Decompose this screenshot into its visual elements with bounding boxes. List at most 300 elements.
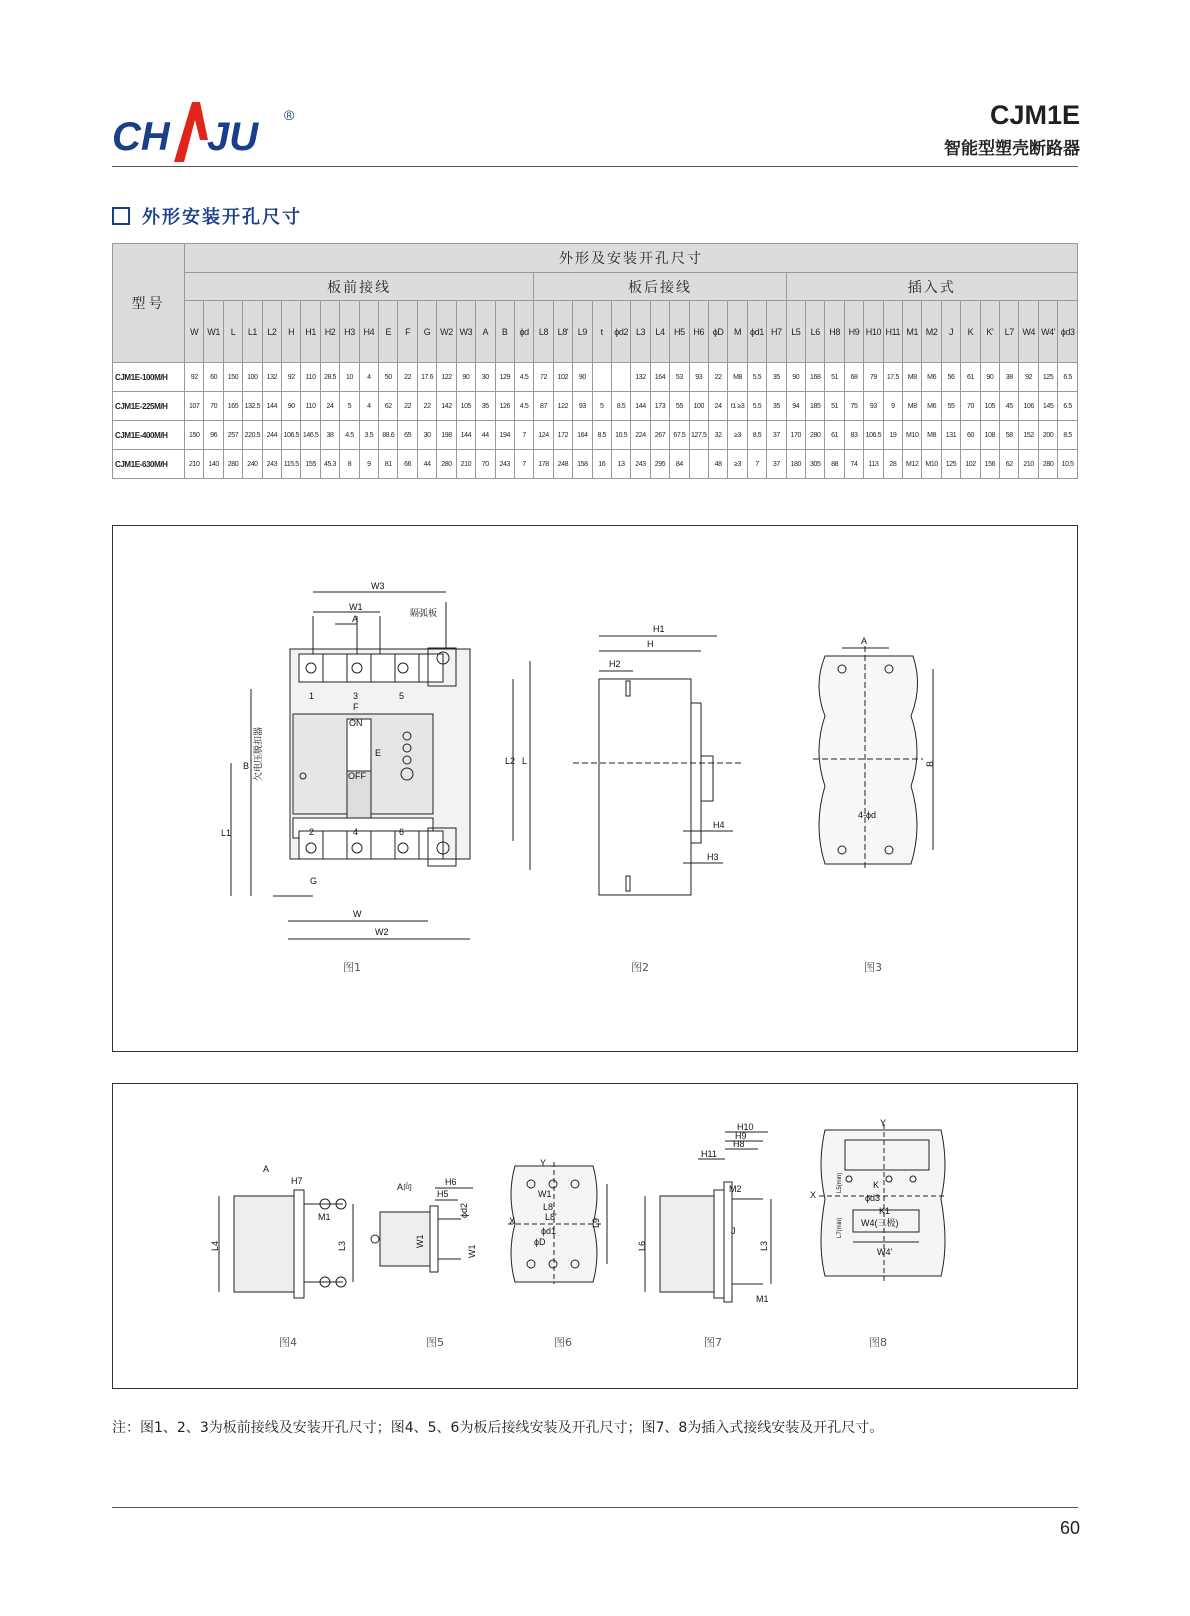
- value-cell: 106.5: [864, 421, 883, 450]
- value-cell: 24: [320, 392, 339, 421]
- value-cell: 144: [456, 421, 475, 450]
- fig1-label-arc: 隔弧板: [410, 608, 438, 618]
- value-cell: 19: [883, 421, 902, 450]
- value-cell: 224: [631, 421, 650, 450]
- fig1-label-a: A: [352, 614, 359, 624]
- param-header: E: [379, 301, 398, 363]
- value-cell: 55: [941, 392, 960, 421]
- fig4-label-l4: L4: [210, 1240, 220, 1251]
- value-cell: 178: [534, 450, 553, 479]
- value-cell: 70: [476, 450, 495, 479]
- value-cell: 110: [301, 392, 320, 421]
- param-header: H4: [359, 301, 378, 363]
- param-header: L9: [573, 301, 592, 363]
- param-header: H11: [883, 301, 902, 363]
- value-cell: 9: [883, 392, 902, 421]
- value-cell: 7: [514, 421, 533, 450]
- value-cell: 180: [786, 450, 805, 479]
- value-cell: 74: [844, 450, 863, 479]
- fig7-label-l3: L3: [759, 1240, 769, 1251]
- param-header: J: [941, 301, 960, 363]
- model-title: CJM1E: [989, 100, 1080, 130]
- value-cell: 37: [767, 421, 786, 450]
- value-cell: 129: [495, 363, 514, 392]
- figure-6-caption: 图6: [554, 1336, 572, 1349]
- fig1-label-t1: 1: [309, 691, 315, 701]
- model-subtitle: 智能型塑壳断路器: [944, 139, 1080, 159]
- param-header: G: [417, 301, 436, 363]
- fig2-label-h2: H2: [609, 659, 621, 669]
- value-cell: 4: [359, 363, 378, 392]
- model-cell: CJM1E-225M/H: [113, 392, 185, 421]
- param-header: W: [185, 301, 204, 363]
- fig5-label-h6: H6: [445, 1177, 457, 1187]
- fig8-label-w4b: W4': [877, 1247, 893, 1257]
- value-cell: 122: [553, 392, 572, 421]
- value-cell: 67.5: [670, 421, 689, 450]
- value-cell: 93: [864, 392, 883, 421]
- model-cell: CJM1E-400M/H: [113, 421, 185, 450]
- fig1-label-t5: 5: [399, 691, 405, 701]
- value-cell: 62: [1000, 450, 1019, 479]
- value-cell: 32: [708, 421, 727, 450]
- value-cell: 105: [456, 392, 475, 421]
- value-cell: 4.5: [340, 421, 359, 450]
- value-cell: 280: [437, 450, 456, 479]
- fig1-label-uv: 欠电压脱扣器: [253, 726, 263, 781]
- value-cell: 96: [204, 421, 223, 450]
- value-cell: 45.3: [320, 450, 339, 479]
- value-cell: 37: [767, 450, 786, 479]
- fig1-label-e: E: [375, 748, 382, 758]
- value-cell: 100: [243, 363, 262, 392]
- figure-7-caption: 图7: [704, 1336, 722, 1349]
- value-cell: 51: [825, 392, 844, 421]
- value-cell: 127.5: [689, 421, 708, 450]
- param-header: L4: [650, 301, 669, 363]
- value-cell: 94: [786, 392, 805, 421]
- fig1-label-t2: 2: [309, 827, 315, 837]
- param-header: t: [592, 301, 611, 363]
- value-cell: 44: [476, 421, 495, 450]
- value-cell: M8: [728, 363, 747, 392]
- value-cell: 110: [301, 363, 320, 392]
- value-cell: 81: [379, 450, 398, 479]
- value-cell: [689, 450, 708, 479]
- value-cell: 140: [204, 450, 223, 479]
- value-cell: 106: [1019, 392, 1038, 421]
- fig8-label-y: Y: [880, 1118, 887, 1128]
- fig5-label-h5: H5: [437, 1189, 449, 1199]
- registered-mark: ®: [284, 107, 295, 123]
- value-cell: 280: [1038, 450, 1057, 479]
- fig1-label-t3: 3: [353, 691, 359, 701]
- value-cell: 84: [670, 450, 689, 479]
- value-cell: 56: [941, 363, 960, 392]
- value-cell: 70: [204, 392, 223, 421]
- value-cell: M10: [922, 450, 941, 479]
- value-cell: 5.5: [747, 363, 766, 392]
- value-cell: M6: [922, 392, 941, 421]
- fig6-label-l8b: L8': [545, 1212, 557, 1222]
- value-cell: 62: [379, 392, 398, 421]
- value-cell: 35: [767, 363, 786, 392]
- value-cell: 92: [1019, 363, 1038, 392]
- param-header: W4: [1019, 301, 1038, 363]
- value-cell: 9: [359, 450, 378, 479]
- fig7-label-h11: H11: [701, 1149, 717, 1159]
- value-cell: 210: [1019, 450, 1038, 479]
- dimension-table: [112, 243, 1078, 479]
- value-cell: 150: [185, 421, 204, 450]
- param-header: L5: [786, 301, 805, 363]
- param-header: K: [961, 301, 980, 363]
- value-cell: 17.5: [883, 363, 902, 392]
- value-cell: 90: [282, 392, 301, 421]
- logo-a-mark: [174, 102, 208, 162]
- value-cell: 22: [398, 392, 417, 421]
- value-cell: 58: [1000, 421, 1019, 450]
- param-header: L7: [1000, 301, 1019, 363]
- value-cell: 164: [573, 421, 592, 450]
- table-row: [113, 421, 1078, 450]
- value-cell: 106.5: [282, 421, 301, 450]
- value-cell: 243: [262, 450, 281, 479]
- value-cell: 170: [786, 421, 805, 450]
- value-cell: 244: [262, 421, 281, 450]
- value-cell: 125: [1038, 363, 1057, 392]
- value-cell: 13: [611, 450, 630, 479]
- fig1-label-off: OFF: [348, 771, 366, 781]
- value-cell: 88: [825, 450, 844, 479]
- value-cell: 28.5: [320, 363, 339, 392]
- value-cell: 280: [223, 450, 242, 479]
- value-cell: 105: [980, 392, 999, 421]
- param-header: M: [728, 301, 747, 363]
- fig1-label-b: B: [243, 761, 250, 771]
- value-cell: 50: [379, 363, 398, 392]
- value-cell: 210: [185, 450, 204, 479]
- fig1-label-t4: 4: [353, 827, 359, 837]
- value-cell: 4.5: [514, 392, 533, 421]
- param-header: H: [282, 301, 301, 363]
- svg-text:JU: JU: [207, 115, 259, 159]
- value-cell: 142: [437, 392, 456, 421]
- value-cell: 92: [185, 363, 204, 392]
- fig7-label-m2: M2: [729, 1184, 742, 1194]
- value-cell: 92: [282, 363, 301, 392]
- value-cell: 5.5: [747, 392, 766, 421]
- fig2-label-h4: H4: [713, 820, 725, 830]
- square-bullet-icon: [112, 207, 130, 225]
- fig2-label-h3: H3: [707, 852, 719, 862]
- value-cell: 8.5: [1058, 421, 1078, 450]
- value-cell: 22: [417, 392, 436, 421]
- value-cell: 44: [417, 450, 436, 479]
- table-row: [113, 450, 1078, 479]
- value-cell: 156: [980, 450, 999, 479]
- value-cell: 152: [1019, 421, 1038, 450]
- value-cell: 102: [553, 363, 572, 392]
- value-cell: 108: [980, 421, 999, 450]
- fig7-label-h8: H8: [733, 1139, 745, 1149]
- figure-3-drawing: [813, 646, 933, 871]
- value-cell: 66: [398, 450, 417, 479]
- fig5-label-w1: W1: [415, 1234, 425, 1248]
- fig7-label-j: J: [731, 1226, 736, 1236]
- param-header: L1: [243, 301, 262, 363]
- value-cell: 68: [844, 363, 863, 392]
- value-cell: 51: [825, 363, 844, 392]
- value-cell: 90: [786, 363, 805, 392]
- param-header: ϕd1: [747, 301, 766, 363]
- param-header: H7: [767, 301, 786, 363]
- value-cell: 243: [631, 450, 650, 479]
- value-cell: 200: [1038, 421, 1057, 450]
- value-cell: 198: [437, 421, 456, 450]
- group-header-plugin: 插入式: [786, 273, 1077, 301]
- value-cell: 125: [941, 450, 960, 479]
- value-cell: 5: [340, 392, 359, 421]
- figure-panel-rear-plugin: [112, 1083, 1078, 1389]
- model-cell: CJM1E-630M/H: [113, 450, 185, 479]
- param-header: L2: [262, 301, 281, 363]
- fig7-label-l6: L6: [637, 1240, 647, 1251]
- value-cell: 35: [767, 392, 786, 421]
- value-cell: 10.5: [611, 421, 630, 450]
- value-cell: 4: [359, 392, 378, 421]
- value-cell: 267: [650, 421, 669, 450]
- value-cell: 185: [806, 392, 825, 421]
- value-cell: 132.5: [243, 392, 262, 421]
- fig8-label-w4: W4(三极): [861, 1218, 899, 1228]
- value-cell: 295: [650, 450, 669, 479]
- value-cell: 210: [456, 450, 475, 479]
- value-cell: 107: [185, 392, 204, 421]
- value-cell: 53: [670, 363, 689, 392]
- value-cell: 113: [864, 450, 883, 479]
- fig3-label-d: 4-ϕd: [858, 810, 877, 820]
- value-cell: 60: [961, 421, 980, 450]
- figure-4-drawing: [219, 1190, 353, 1298]
- fig5-label-view: A向: [397, 1182, 413, 1192]
- value-cell: 93: [689, 363, 708, 392]
- value-cell: 158: [573, 450, 592, 479]
- fig1-label-l2: L2: [505, 756, 516, 766]
- value-cell: M6: [922, 363, 941, 392]
- value-cell: M8: [903, 392, 922, 421]
- value-cell: 48: [708, 450, 727, 479]
- fig5-label-d2: ϕd2: [459, 1202, 469, 1218]
- value-cell: 90: [573, 363, 592, 392]
- figure-2-caption: 图2: [631, 961, 649, 974]
- value-cell: 8.5: [611, 392, 630, 421]
- param-header: H1: [301, 301, 320, 363]
- value-cell: 72: [534, 363, 553, 392]
- value-cell: 38: [1000, 363, 1019, 392]
- value-cell: 173: [650, 392, 669, 421]
- value-cell: 8: [340, 450, 359, 479]
- logo-text: CH: [112, 115, 170, 159]
- value-cell: M8: [922, 421, 941, 450]
- value-cell: 102: [961, 450, 980, 479]
- fig8-label-l7: L7(min): [837, 1217, 843, 1238]
- value-cell: 93: [573, 392, 592, 421]
- value-cell: 45: [1000, 392, 1019, 421]
- value-cell: 6.5: [1058, 363, 1078, 392]
- param-header: K': [980, 301, 999, 363]
- fig3-label-b: B: [925, 760, 935, 767]
- figure-panel-front: [112, 525, 1078, 1052]
- fig1-label-on: ON: [349, 718, 363, 728]
- figure-1-drawing: [231, 592, 530, 939]
- value-cell: 5: [592, 392, 611, 421]
- figure-4-caption: 图4: [279, 1336, 297, 1349]
- param-header: L8: [534, 301, 553, 363]
- value-cell: 79: [864, 363, 883, 392]
- param-header: H10: [864, 301, 883, 363]
- fig6-label-x: X: [509, 1216, 516, 1226]
- figure-3-caption: 图3: [864, 961, 882, 974]
- fig6-label-dd: ϕD: [534, 1237, 546, 1247]
- section-heading: [112, 203, 302, 229]
- value-cell: 132: [262, 363, 281, 392]
- param-header: H9: [844, 301, 863, 363]
- param-header: ϕd: [514, 301, 533, 363]
- fig6-label-w1: W1: [538, 1189, 552, 1199]
- value-cell: 90: [980, 363, 999, 392]
- fig1-label-w: W: [353, 909, 362, 919]
- fig1-label-f: F: [353, 702, 359, 712]
- param-header: ϕd2: [611, 301, 630, 363]
- fig1-label-t6: 6: [399, 827, 405, 837]
- group-header-front: 板前接线: [185, 273, 534, 301]
- value-cell: 90: [456, 363, 475, 392]
- value-cell: 22: [398, 363, 417, 392]
- page-number: 60: [1059, 1518, 1080, 1538]
- param-header: H5: [670, 301, 689, 363]
- value-cell: 17.6: [417, 363, 436, 392]
- fig4-label-h7: H7: [291, 1176, 303, 1186]
- model-header: 型号: [113, 244, 185, 363]
- value-cell: 55: [670, 392, 689, 421]
- value-cell: 115.5: [282, 450, 301, 479]
- value-cell: 280: [806, 421, 825, 450]
- value-cell: 61: [961, 363, 980, 392]
- fig8-label-l5: L5(min): [837, 1172, 843, 1193]
- value-cell: 16: [592, 450, 611, 479]
- fig5-label-wt: W1: [467, 1244, 477, 1258]
- fig1-label-w1: W1: [349, 602, 363, 612]
- param-header: B: [495, 301, 514, 363]
- value-cell: [592, 363, 611, 392]
- fig4-label-a: A: [263, 1164, 270, 1174]
- param-header: W2: [437, 301, 456, 363]
- value-cell: ≥3: [728, 450, 747, 479]
- value-cell: M10: [903, 421, 922, 450]
- value-cell: 87: [534, 392, 553, 421]
- value-cell: 132: [631, 363, 650, 392]
- value-cell: M8: [903, 363, 922, 392]
- param-header: H3: [340, 301, 359, 363]
- value-cell: 155: [301, 450, 320, 479]
- value-cell: 38: [320, 421, 339, 450]
- value-cell: 305: [806, 450, 825, 479]
- fig7-label-h10: H10: [737, 1122, 754, 1132]
- value-cell: ≥3: [728, 421, 747, 450]
- value-cell: 124: [534, 421, 553, 450]
- fig6-label-d1: ϕd1: [541, 1226, 557, 1236]
- value-cell: 65: [398, 421, 417, 450]
- param-header: W4': [1038, 301, 1057, 363]
- value-cell: 6.5: [1058, 392, 1078, 421]
- value-cell: 22: [708, 363, 727, 392]
- value-cell: 248: [553, 450, 572, 479]
- fig3-label-a: A: [861, 636, 868, 646]
- value-cell: 150: [223, 363, 242, 392]
- param-header: H6: [689, 301, 708, 363]
- value-cell: 220.5: [243, 421, 262, 450]
- table-row: [113, 363, 1078, 392]
- value-cell: 122: [437, 363, 456, 392]
- param-header: L8': [553, 301, 572, 363]
- footer-divider: [112, 1507, 1078, 1508]
- header-divider: [112, 166, 1078, 167]
- value-cell: 60: [204, 363, 223, 392]
- fig1-label-l: L: [522, 756, 528, 766]
- fig8-label-k1: K1: [879, 1206, 891, 1216]
- group-header-rear: 板后接线: [534, 273, 786, 301]
- table-top-header: 外形及安装开孔尺寸: [185, 244, 1078, 273]
- model-cell: CJM1E-100M/H: [113, 363, 185, 392]
- param-header: M1: [903, 301, 922, 363]
- value-cell: 24: [708, 392, 727, 421]
- value-cell: 164: [650, 363, 669, 392]
- value-cell: 7: [747, 450, 766, 479]
- figure-5-caption: 图5: [426, 1336, 444, 1349]
- value-cell: 100: [689, 392, 708, 421]
- value-cell: 243: [495, 450, 514, 479]
- value-cell: 144: [262, 392, 281, 421]
- param-header: F: [398, 301, 417, 363]
- param-header: W1: [204, 301, 223, 363]
- figure-8-drawing: [819, 1124, 947, 1282]
- fig1-label-g: G: [310, 876, 318, 886]
- param-header: L: [223, 301, 242, 363]
- fig4-label-l3: L3: [337, 1240, 347, 1251]
- value-cell: [611, 363, 630, 392]
- fig8-label-x: X: [810, 1190, 817, 1200]
- value-cell: 168: [806, 363, 825, 392]
- fig6-label-l9: L9: [591, 1217, 601, 1228]
- fig2-label-h1: H1: [653, 624, 665, 634]
- value-cell: 30: [476, 363, 495, 392]
- section-title: 外形安装开孔尺寸: [142, 207, 302, 228]
- fig2-label-h: H: [647, 639, 654, 649]
- value-cell: 10: [340, 363, 359, 392]
- fig8-label-k: K: [873, 1180, 880, 1190]
- value-cell: 172: [553, 421, 572, 450]
- figure-8-caption: 图8: [869, 1336, 887, 1349]
- value-cell: 194: [495, 421, 514, 450]
- value-cell: 10.5: [1058, 450, 1078, 479]
- fig7-label-h9: H9: [735, 1131, 747, 1141]
- fig4-label-m1: M1: [318, 1212, 331, 1222]
- fig8-label-d3: ϕd3: [865, 1193, 881, 1203]
- param-header: A: [476, 301, 495, 363]
- fig7-label-m1: M1: [756, 1294, 769, 1304]
- value-cell: M12: [903, 450, 922, 479]
